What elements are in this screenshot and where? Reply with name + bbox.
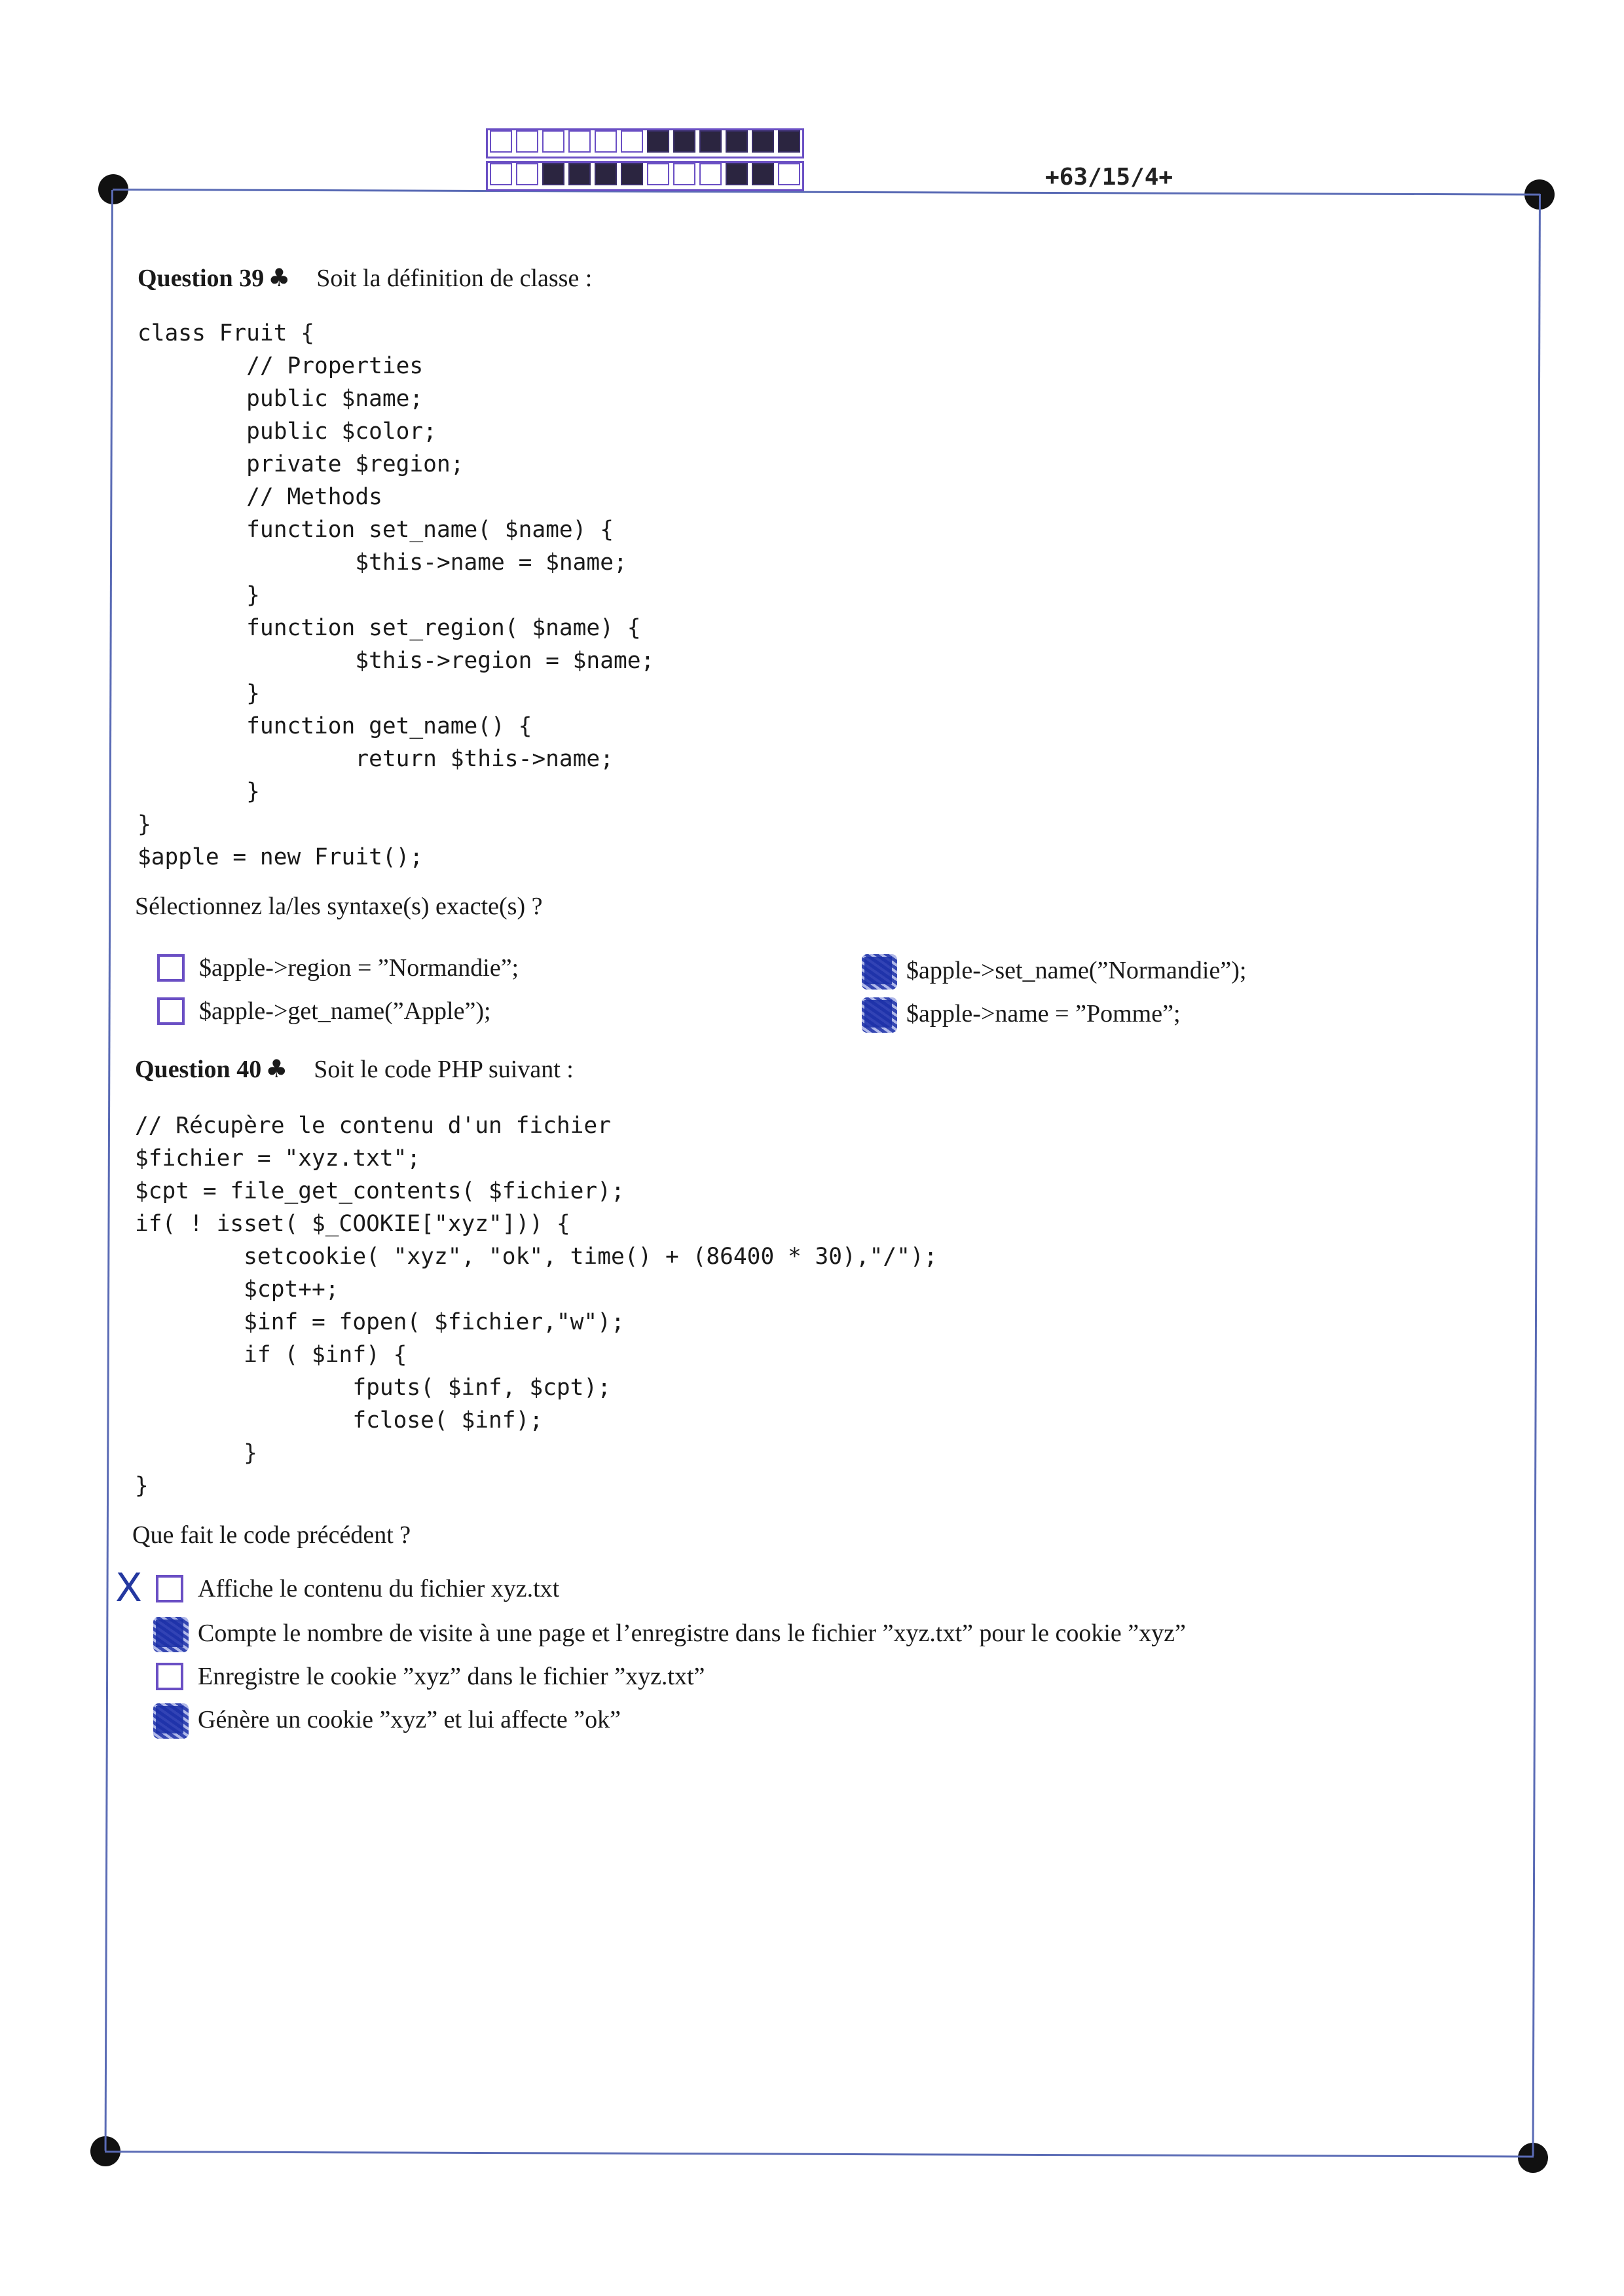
checkbox[interactable] — [156, 1663, 183, 1690]
id-code-cell — [595, 130, 617, 153]
question-40-code: // Récupère le contenu d'un fichier $fichier = "xyz.txt"; $cpt = file_get_contents( $fichier); if( ! isset( $_COOKIE["xyz"])) { setcookie( "xyz", "ok", time() + (86400 * 30),"/"); $cpt++; $inf = fopen( $fichier,"w"); if ( $inf) { fputs( $inf, $cpt); fclose( $inf); } } — [135, 1113, 938, 1499]
question-39-intro: Soit la définition de classe : — [316, 265, 593, 292]
frame-right — [1532, 194, 1541, 2156]
id-code-cell — [699, 163, 722, 185]
id-code-cell — [490, 163, 512, 185]
checkbox[interactable] — [156, 1575, 183, 1602]
q40-option-3[interactable] — [156, 1662, 705, 1691]
q39-option-2[interactable] — [157, 997, 491, 1026]
id-code-cell — [647, 130, 669, 153]
page-serial: +63/15/4+ — [1045, 164, 1173, 191]
id-code-cell — [621, 130, 643, 153]
id-code-cell — [542, 130, 564, 153]
id-code-cell — [752, 163, 774, 185]
id-code-row-1 — [486, 128, 804, 158]
id-code-cell — [778, 130, 800, 153]
id-code-cell — [647, 163, 669, 185]
option-text: $apple->get_name(”Apple”); — [199, 997, 491, 1025]
checkbox[interactable] — [864, 957, 892, 984]
q40-option-1[interactable] — [156, 1574, 559, 1603]
question-40-label: Question 40 — [135, 1056, 262, 1083]
frame-bottom — [105, 2151, 1534, 2158]
question-40-prompt: Que fait le code précédent ? — [132, 1521, 411, 1549]
question-39-prompt: Sélectionnez la/les syntaxe(s) exacte(s) ? — [135, 893, 543, 920]
checkbox[interactable] — [157, 954, 185, 982]
id-code-cell — [516, 130, 538, 153]
q39-option-4[interactable] — [864, 999, 1181, 1028]
option-text: Affiche le contenu du fichier xyz.txt — [198, 1575, 560, 1602]
option-text: Enregistre le cookie ”xyz” dans le fichier ”xyz.txt” — [198, 1663, 705, 1690]
id-code-cell — [699, 130, 722, 153]
question-39-header — [138, 263, 592, 293]
checkbox[interactable] — [864, 1000, 892, 1028]
question-39-code: class Fruit { // Properties public $name; public $color; private $region; // Methods function set_name( $name) { $this->name = $name; } function set_region( $name) { $this->region = $name; } function get_name() { return $this->name; } } $apple = new Fruit(); — [138, 320, 655, 870]
id-code-cell — [752, 130, 774, 153]
option-text: Compte le nombre de visite à une page et l’enregistre dans le fichier ”xyz.txt” pour le cookie ”xyz” — [198, 1620, 1186, 1647]
q39-option-1[interactable] — [157, 954, 519, 982]
id-code-row-2 — [486, 161, 804, 191]
id-code-cell — [621, 163, 643, 185]
checkbox[interactable] — [156, 1706, 183, 1733]
club-icon: ♣ — [265, 1054, 288, 1083]
q40-option-2[interactable] — [156, 1619, 1186, 1648]
id-code-cell — [542, 163, 564, 185]
checkbox[interactable] — [157, 997, 185, 1025]
question-40-intro: Soit le code PHP suivant : — [314, 1056, 574, 1083]
frame-top — [113, 189, 1540, 196]
id-code-cell — [726, 130, 748, 153]
id-code-cell — [595, 163, 617, 185]
cross-mark: X — [115, 1565, 143, 1611]
id-code-cell — [778, 163, 800, 185]
q39-option-3[interactable] — [864, 956, 1246, 985]
id-code-cell — [516, 163, 538, 185]
option-text: $apple->name = ”Pomme”; — [906, 1000, 1181, 1028]
id-code-cell — [673, 130, 695, 153]
option-text: $apple->set_name(”Normandie”); — [906, 957, 1247, 984]
question-40-header — [135, 1054, 574, 1084]
option-text: Génère un cookie ”xyz” et lui affecte ”ok” — [198, 1706, 621, 1733]
club-icon: ♣ — [268, 263, 291, 292]
id-code-cell — [726, 163, 748, 185]
frame-left — [105, 190, 113, 2151]
question-39-label: Question 39 — [138, 265, 265, 292]
q40-option-4[interactable] — [156, 1705, 621, 1734]
id-code-cell — [568, 163, 591, 185]
id-code-cell — [490, 130, 512, 153]
id-code-cell — [673, 163, 695, 185]
id-code-cell — [568, 130, 591, 153]
checkbox[interactable] — [156, 1620, 183, 1647]
option-text: $apple->region = ”Normandie”; — [199, 954, 519, 982]
